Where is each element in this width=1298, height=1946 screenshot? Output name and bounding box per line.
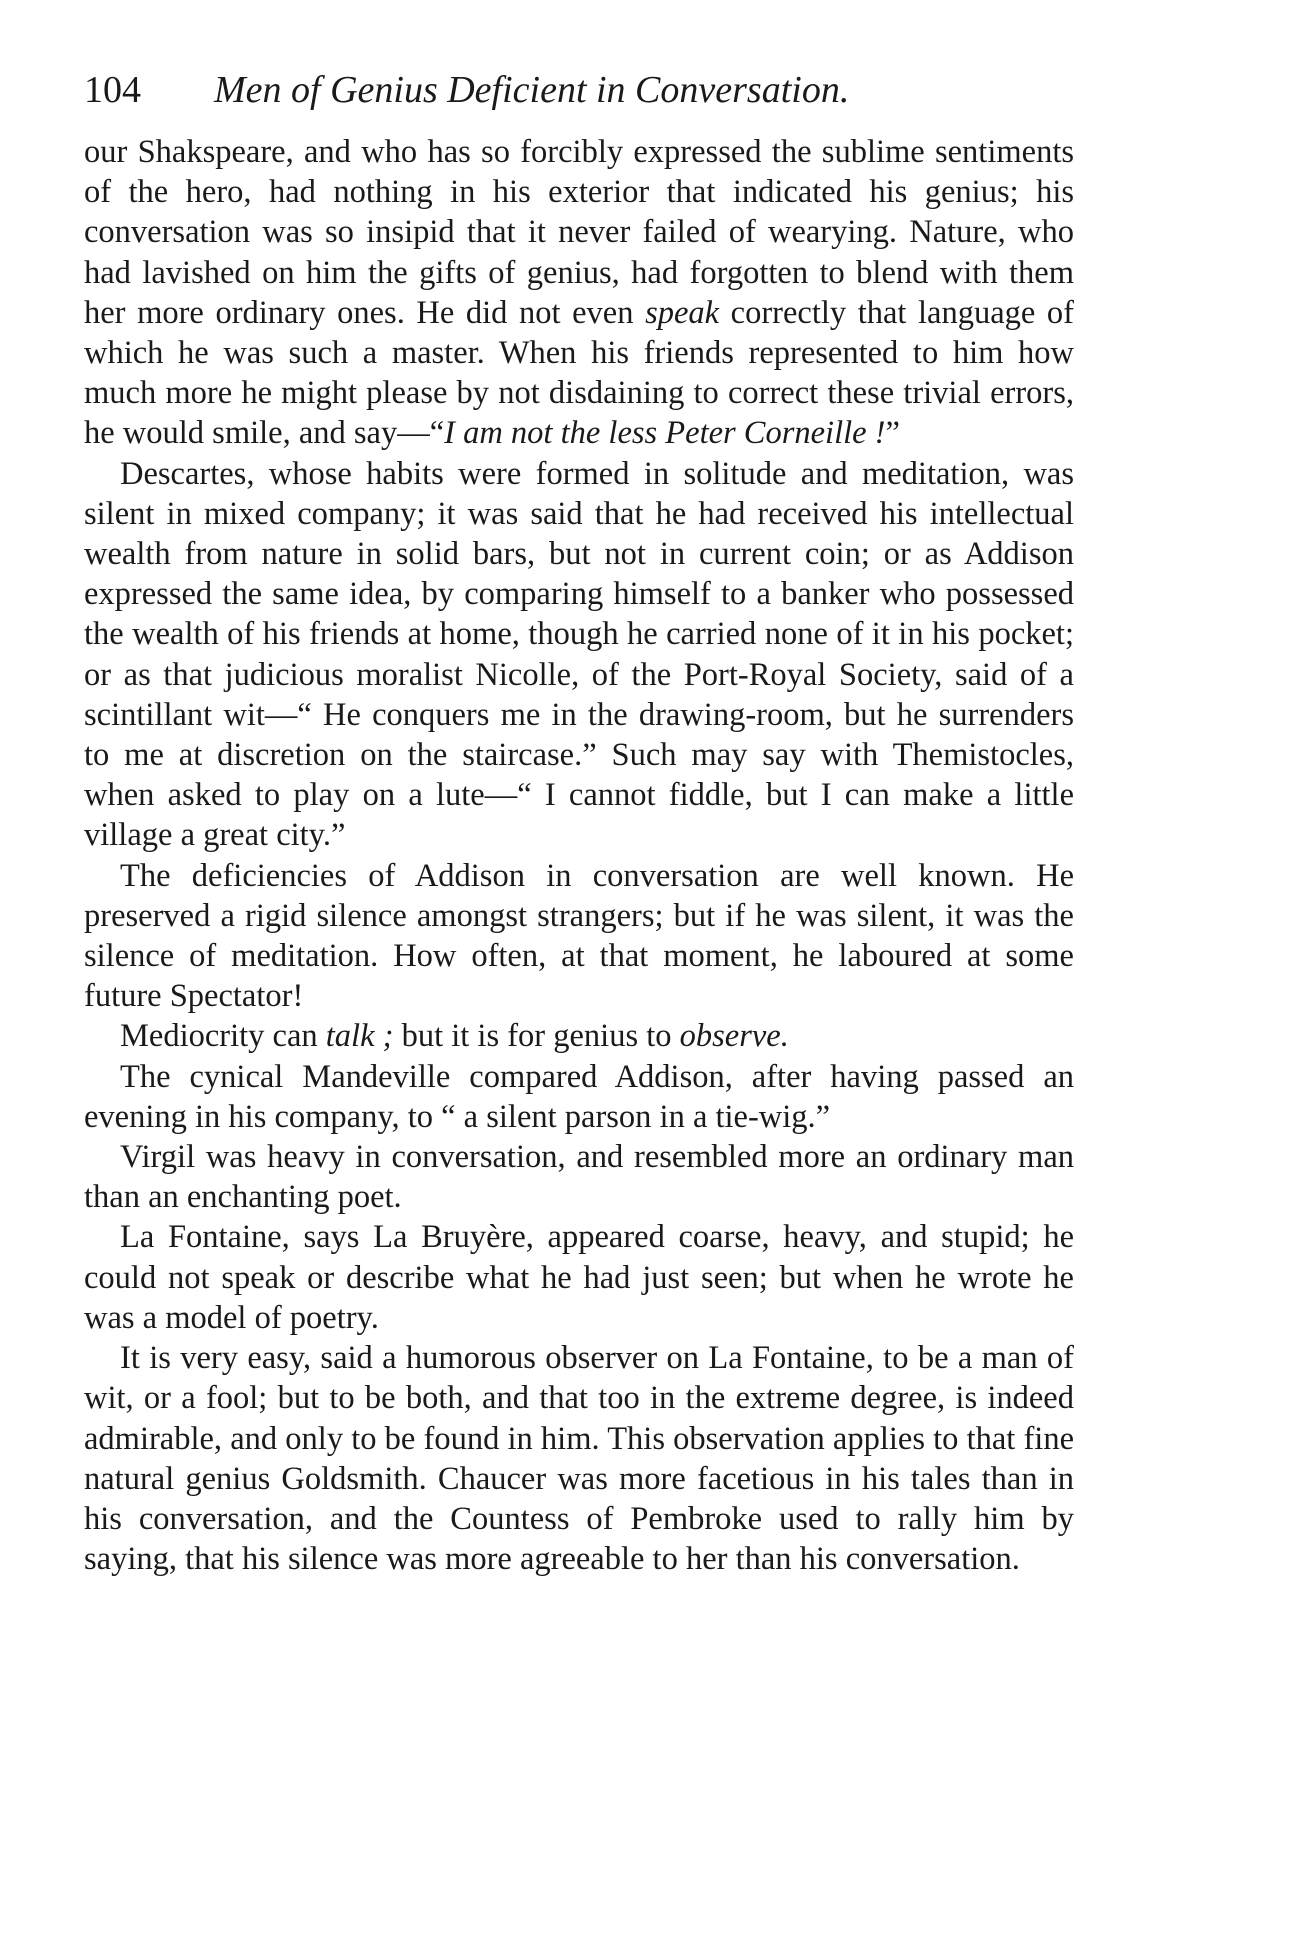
paragraph-mandeville: The cynical Mandeville compared Addison, after having passed an evening in his company, to “ a silent parson in a tie-wig.” [84,1058,1074,1135]
italic-run: speak [645,294,720,331]
text-run: correctly that language of which he was such a master. When his friends represented to him how much more he might please by not disdaining to correct these trivial errors, he would smile, and say—“ [84,294,1074,452]
paragraph-goldsmith-chaucer: It is very easy, said a humorous observer on La Fontaine, to be a man of wit, or a fool; but to be both, and that too in the extreme degree, is indeed admirable, and only to be found in him. This observation applies to that fine natural genius Goldsmith. Chaucer was more facetious in his tales than in his conversation, and the Countess of Pembroke used to rally him by saying, that his silence was more agreeable to her than his conversation. [84,1340,1074,1578]
paragraph-mediocrity [84,1016,1074,1056]
paragraph-virgil: Virgil was heavy in conversation, and resembled more an ordinary man than an enchanting poet. [84,1139,1074,1216]
italic-run: observe. [679,1018,789,1055]
text-run: but it is for genius to [393,1018,680,1055]
page-number: 104 [84,69,141,111]
page-header [84,60,1074,120]
paragraph-corneille [84,132,1074,454]
italic-quote: I am not the less Peter Corneille ! [444,415,886,452]
text-run: our Shakspeare, and who has so forcibly expressed the sublime sentiments of the hero, had nothing in his exterior that indicated his genius; his conversation was so insipid that it never failed of wearying. Nature, who had lavished on him the gifts of genius, had forgotten to blend with them her more ordinary ones. He did not even [84,134,1074,331]
book-page [84,60,1074,1579]
paragraph-la-fontaine: La Fontaine, says La Bruyère, appeared coarse, heavy, and stupid; he could not speak or describe what he had just seen; but when he wrote he was a model of poetry. [84,1219,1074,1336]
text-run: Mediocrity can [120,1018,326,1055]
text-run: ” [885,415,900,452]
body-text [84,132,1074,1579]
italic-run: talk ; [325,1018,394,1055]
paragraph-addison: The deficiencies of Addison in conversation are well known. He preserved a rigid silence amongst strangers; but if he was silent, it was the silence of meditation. How often, at that moment, he laboured at some future Spectator! [84,857,1074,1015]
paragraph-descartes: Descartes, whose habits were formed in solitude and meditation, was silent in mixed company; it was said that he had received his intellectual wealth from nature in solid bars, but not in current coin; or as Addison expressed the same idea, by comparing himself to a banker who possessed the wealth of his friends at home, though he carried none of it in his pocket; or as that judicious moralist Nicolle, of the Port-Royal Society, said of a scintillant wit—“ He conquers me in the drawing-room, but he surrenders to me at discretion on the staircase.” Such may say with Themistocles, when asked to play on a lute—“ I cannot fiddle, but I can make a little village a great city.” [84,455,1074,854]
running-title: Men of Genius Deficient in Conversation. [214,69,850,111]
